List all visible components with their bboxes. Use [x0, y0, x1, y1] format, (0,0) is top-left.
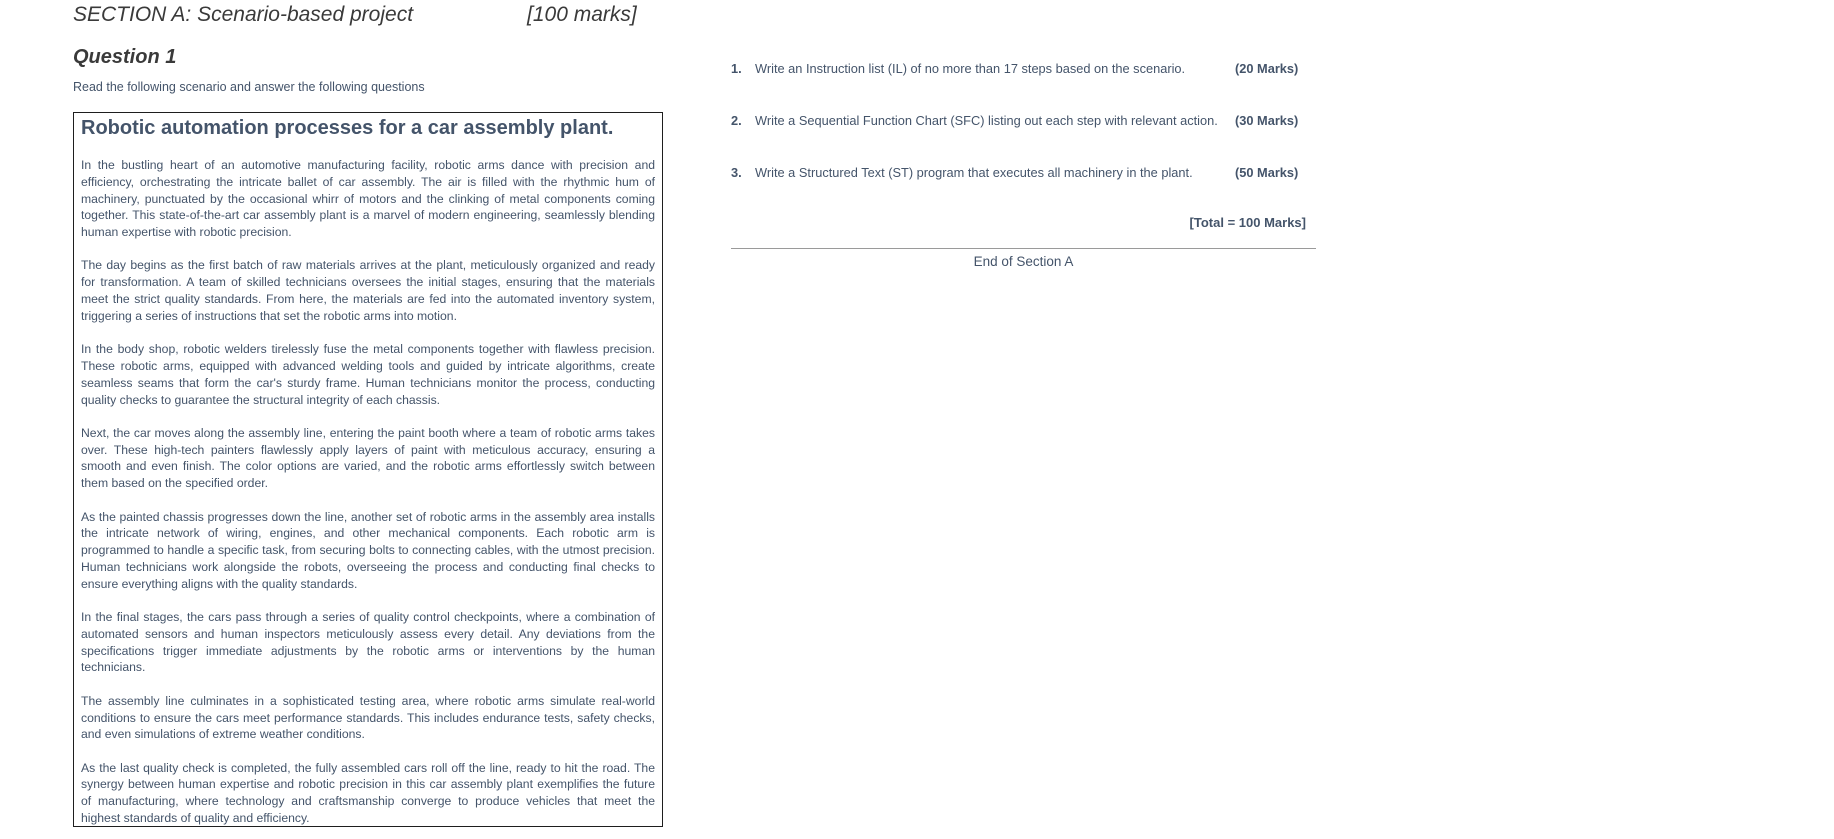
task-number: 3. [731, 165, 742, 180]
task-item-1 [731, 61, 1311, 81]
total-marks: [Total = 100 Marks] [1189, 215, 1306, 230]
task-text: Write an Instruction list (IL) of no more than 17 steps based on the scenario. [755, 61, 1186, 76]
task-marks: (30 Marks) [1235, 113, 1299, 128]
question-instructions: Read the following scenario and answer the following questions [73, 80, 425, 94]
scenario-paragraph: The day begins as the first batch of raw materials arrives at the plant, meticulously organized and ready for transformation. A team of skilled technicians oversees the initial stages, ensuring that the materials meet the strict quality standards. From here, the materials are fed into the automated inventory system, triggering a series of instructions that set the robotic arms into motion. [81, 258, 655, 323]
task-text: Write a Sequential Function Chart (SFC) listing out each step with relevant action. [755, 113, 1218, 128]
section-title: SECTION A: Scenario-based project [73, 3, 414, 26]
scenario-paragraph: In the final stages, the cars pass through a series of quality control checkpoints, where a combination of automated sensors and human inspectors meticulously assess every detail. Any deviations from the specifications trigger immediate adjustments by the robotic arms or interventions by the human technicians. [81, 610, 655, 675]
section-marks: [100 marks] [527, 3, 637, 26]
task-text: Write a Structured Text (ST) program that executes all machinery in the plant. [755, 165, 1193, 180]
section-divider [731, 248, 1316, 249]
scenario-paragraph: Next, the car moves along the assembly line, entering the paint booth where a team of robotic arms takes over. These high-tech painters flawlessly apply layers of paint with meticulous accuracy, ensuring a smooth and even finish. The color options are varied, and the robotic arms effortlessly switch between them based on the specified order. [81, 425, 655, 491]
task-item-2 [731, 113, 1311, 133]
scenario-paragraph: As the last quality check is completed, the fully assembled cars roll off the line, ready to hit the road. The synergy between human expertise and robotic precision in this car assembly plant exemplifies the future of manufacturing, where technology and craftsmanship converge to produce vehicles that meet the highest standards of quality and efficiency. [81, 760, 655, 825]
scenario-paragraph: In the body shop, robotic welders tirelessly fuse the metal components together with flawless precision. These robotic arms, equipped with advanced welding tools and guided by intricate algorithms, create seamless seams that form the car's sturdy frame. Human technicians monitor the process, conducting quality checks to guarantee the structural integrity of each chassis. [81, 342, 655, 407]
task-marks: (20 Marks) [1235, 61, 1299, 76]
scenario-paragraph: In the bustling heart of an automotive manufacturing facility, robotic arms dance with precision and efficiency, orchestrating the intricate ballet of car assembly. The air is filled with the rhythmic hum of machinery, punctuated by the occasional whirr of motors and the clinking of metal components coming together. This state-of-the-art car assembly plant is a marvel of modern engineering, seamlessly blending human expertise with robotic precision. [81, 158, 655, 240]
task-marks: (50 Marks) [1235, 165, 1299, 180]
end-of-section-label: End of Section A [973, 254, 1074, 269]
task-item-3 [731, 165, 1311, 185]
scenario-paragraph: As the painted chassis progresses down the line, another set of robotic arms in the assembly area installs the intricate network of wiring, engines, and other mechanical components. Each robotic arm is programmed to handle a specific task, from securing bolts to connecting cables, with the utmost precision. Human technicians work alongside the robots, overseeing the process and conducting final checks to ensure everything aligns with the quality standards. [81, 509, 655, 591]
scenario-title: Robotic automation processes for a car assembly plant. [81, 117, 614, 139]
question-title: Question 1 [73, 46, 177, 68]
scenario-box [73, 112, 663, 827]
scenario-paragraph: The assembly line culminates in a sophisticated testing area, where robotic arms simulate real-world conditions to ensure the cars meet performance standards. This includes endurance tests, safety checks, and even simulations of extreme weather conditions. [81, 693, 655, 742]
task-number: 1. [731, 61, 742, 76]
task-number: 2. [731, 113, 742, 128]
